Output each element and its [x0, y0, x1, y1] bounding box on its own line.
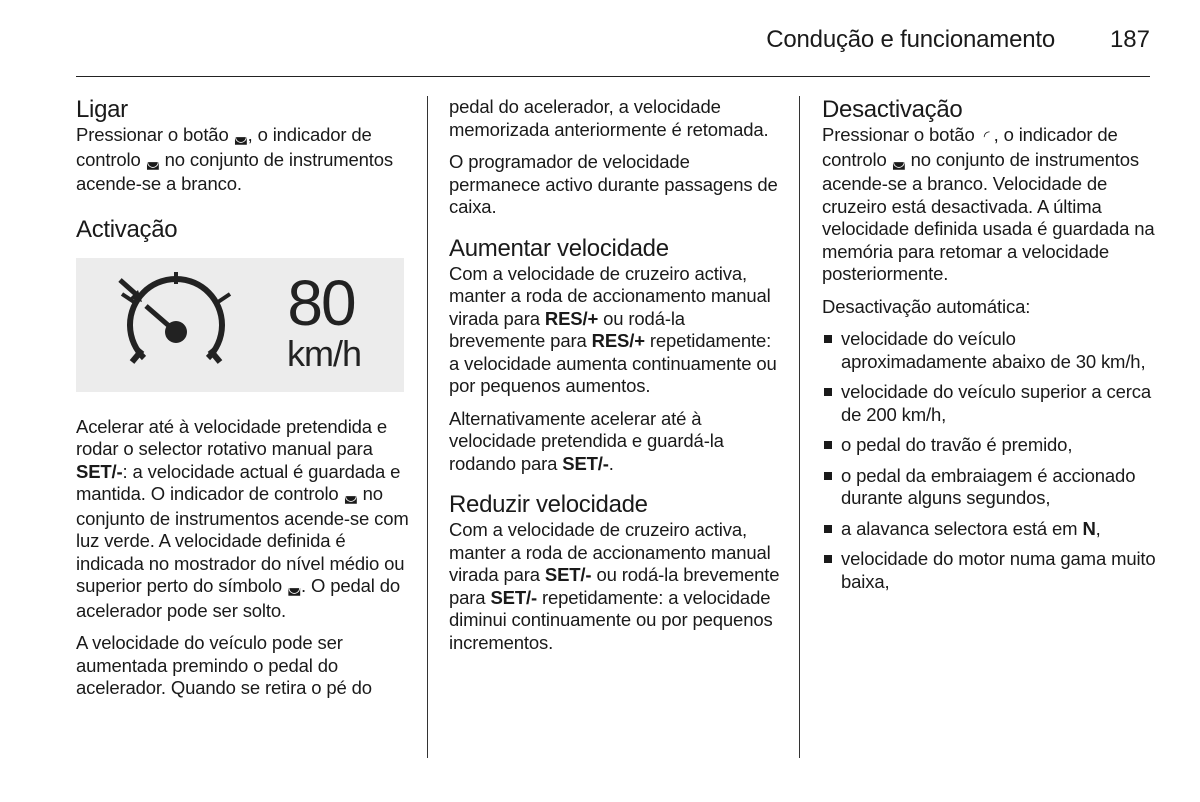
paragraph [76, 124, 411, 196]
text: , o indicador de controlo [76, 124, 372, 170]
text: repetidamente: a velocidade diminui continuamente ou por pequenos incrementos. [449, 586, 773, 653]
bold-text: SET/- [76, 460, 123, 482]
text: Com a velocidade de cruzeiro activa, manter a roda de accionamento manual virada para [449, 519, 771, 585]
paragraph: O programador de velocidade permanece activo durante passagens de caixa. [449, 151, 778, 217]
cruise-control-icon: ◛ [343, 487, 358, 504]
text: o pedal da embraiagem é accionado durante alguns segundos, [841, 464, 1136, 508]
text: a alavanca selectora está em [841, 517, 1078, 539]
text: o pedal do travão é premido, [841, 434, 1073, 455]
column-divider [427, 96, 428, 758]
paragraph: pedal do acelerador, a velocidade memorizada anteriormente é retomada. [449, 96, 769, 140]
bullet-icon [824, 555, 832, 563]
cruise-control-icon: ◛ [145, 152, 161, 170]
speed-value: 80 [287, 266, 355, 339]
bullet-icon [824, 472, 832, 480]
bullet-icon [824, 388, 832, 396]
paragraph [449, 408, 784, 476]
cruise-control-icon: ◛ [891, 152, 907, 170]
cruise-control-off-icon: ◜ [983, 128, 990, 145]
text: no conjunto de instrumentos acende-se a branco. Velocidade de cruzeiro está desactivada. A última velocidade definida usada é guardada na memória para retomar a velocidade posteriormente. [822, 148, 1155, 284]
text: , o indicador de controlo [822, 124, 1118, 170]
column-3 [822, 96, 1157, 601]
text: Alternativamente acelerar até à velocidade pretendida e guardá-la rodando para [449, 407, 724, 474]
cruise-control-figure [76, 258, 404, 392]
section-heading-desactivacao: Desactivação [822, 96, 963, 123]
cruise-control-icon: ◛ [233, 128, 248, 145]
paragraph [822, 124, 1157, 286]
paragraph: Desactivação automática: [822, 295, 1031, 317]
text: velocidade do veículo superior a cerca de 200 km/h, [841, 381, 1152, 425]
paragraph [449, 519, 784, 654]
text: : a velocidade actual é guardada e mantida. O indicador de controlo [76, 460, 401, 504]
auto-deactivation-list [822, 328, 1157, 593]
page-number: 187 [1109, 26, 1150, 53]
bullet-icon [824, 441, 832, 449]
paragraph [76, 416, 411, 623]
cruise-control-icon: ◛ [287, 579, 302, 596]
section-heading-reduzir: Reduzir velocidade [449, 491, 648, 518]
text: velocidade do motor numa gama muito baixa, [841, 548, 1156, 592]
list-item [822, 548, 1157, 593]
text: . [608, 452, 614, 474]
paragraph: A velocidade do veículo pode ser aumentada premindo o pedal do acelerador. Quando se retira o pé do [76, 632, 372, 698]
speed-unit: km/h [286, 332, 361, 374]
bold-text: RES/+ [591, 330, 645, 351]
section-heading-activacao: Activação [76, 215, 178, 243]
text: , [1095, 517, 1101, 539]
text: ou rodá-la brevemente para [449, 307, 685, 351]
text: repetidamente: a velocidade aumenta continuamente ou por pequenos aumentos. [449, 330, 777, 396]
text: no conjunto de instrumentos acende-se a branco. [76, 148, 393, 194]
column-2 [449, 96, 784, 664]
page-header [76, 20, 1150, 77]
column-1 [76, 96, 411, 710]
paragraph [449, 263, 784, 398]
bold-text: N [1082, 517, 1096, 539]
section-heading-aumentar: Aumentar velocidade [449, 234, 669, 262]
section-heading-ligar: Ligar [76, 96, 128, 123]
list-item [822, 381, 1157, 426]
list-item [822, 328, 1157, 373]
page-title: Condução e funcionamento [766, 26, 1055, 53]
text: ou rodá-la brevemente para [449, 564, 780, 608]
list-item [822, 434, 1157, 457]
bullet-icon [824, 335, 832, 343]
text: no conjunto de instrumentos acende-se com luz verde. A velocidade definida é indicada no mostrador do nível médio ou superior perto do símbolo [76, 483, 409, 596]
bullet-icon [824, 525, 832, 533]
bold-text: RES/+ [544, 307, 599, 329]
column-divider [799, 96, 800, 758]
text: Pressionar o botão [822, 124, 975, 145]
text: Pressionar o botão [76, 124, 229, 145]
text: Acelerar até à velocidade pretendida e rodar o selector rotativo manual para [76, 415, 388, 459]
bold-text: SET/- [544, 564, 592, 585]
list-item [822, 518, 1157, 541]
bold-text: SET/- [490, 586, 537, 608]
bold-text: SET/- [562, 452, 609, 474]
text: velocidade do veículo aproximadamente abaixo de 30 km/h, [841, 328, 1146, 372]
list-item [822, 465, 1157, 510]
text: Com a velocidade de cruzeiro activa, manter a roda de accionamento manual virada para [449, 262, 771, 329]
text: . O pedal do acelerador pode ser solto. [76, 575, 401, 621]
